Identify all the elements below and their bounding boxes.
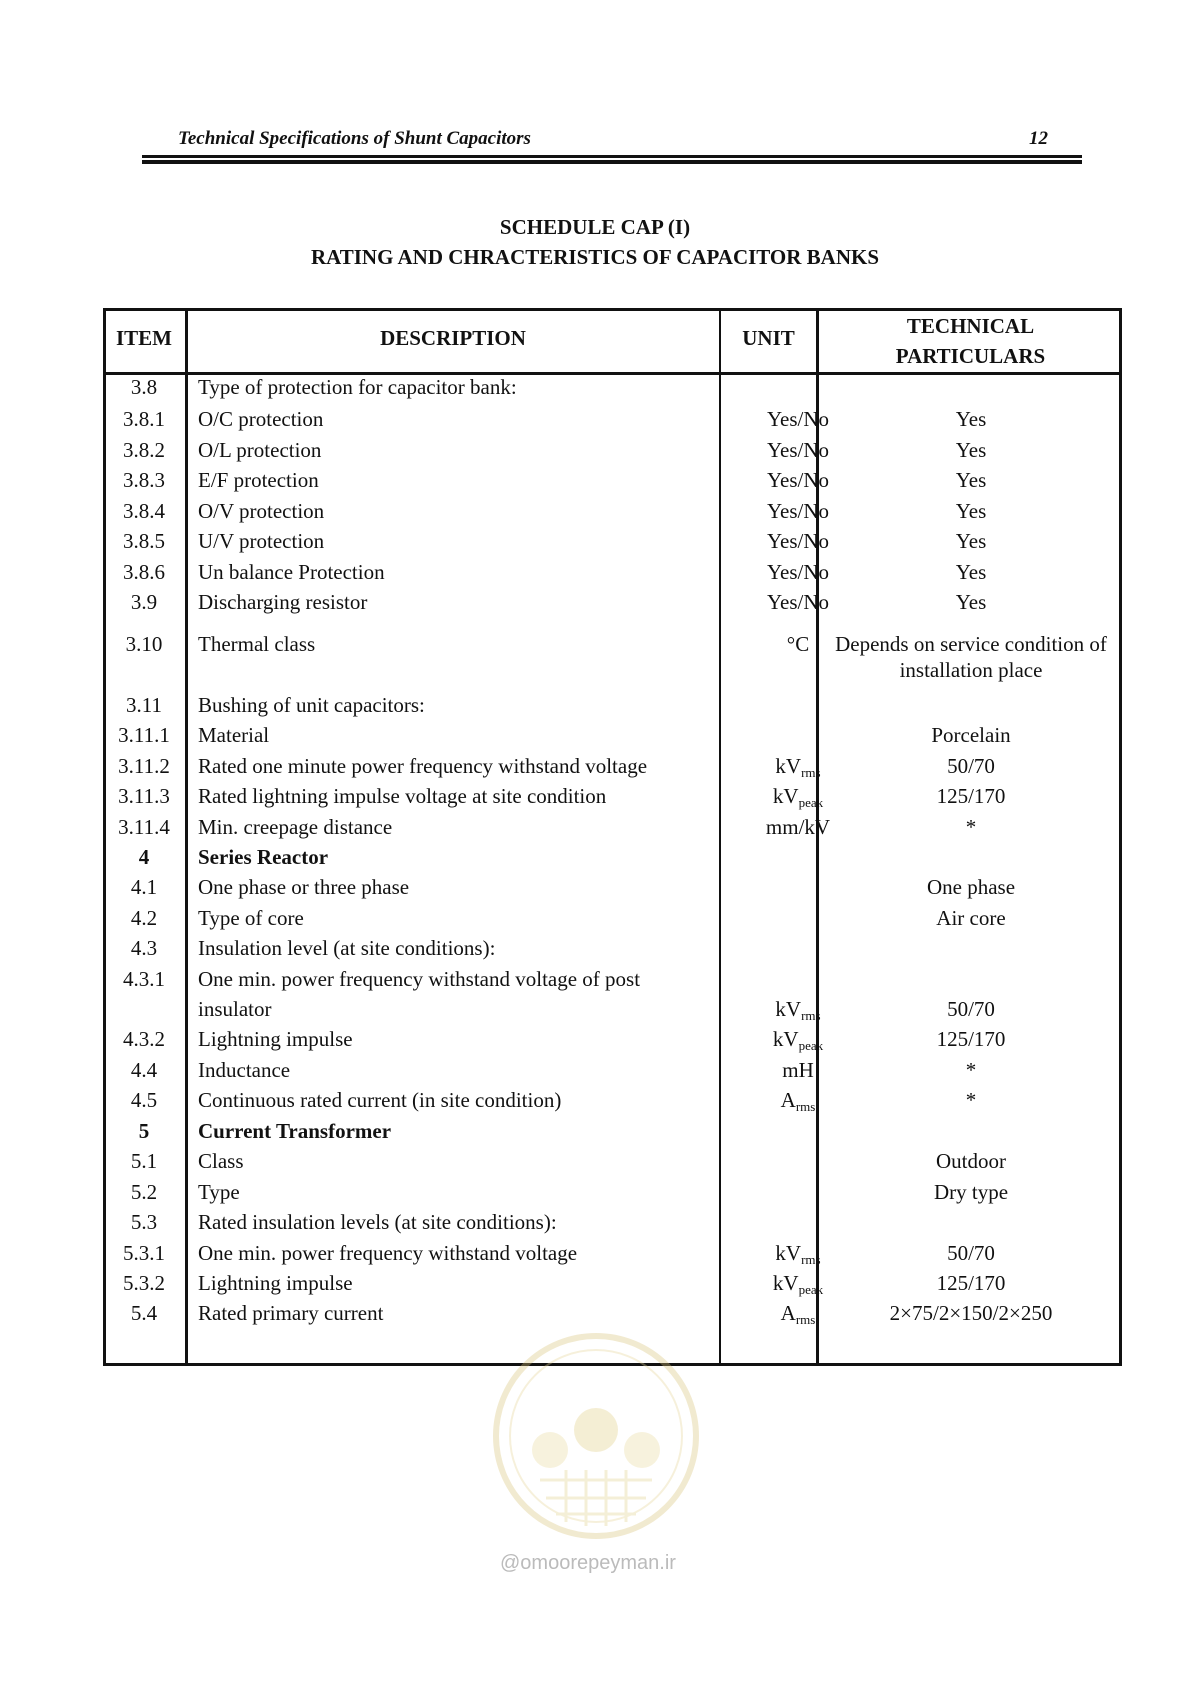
item-description: One min. power frequency withstand voltage xyxy=(198,1241,578,1265)
item-technical-particular: One phase xyxy=(926,875,1016,899)
item-number: 4 xyxy=(138,845,150,869)
watermark-text: @omoorepeyman.ir xyxy=(500,1552,676,1574)
unit-base: kV xyxy=(772,1027,799,1051)
item-description: Min. creepage distance xyxy=(198,815,393,839)
item-number: 3.8.3 xyxy=(123,468,165,492)
unit-subscript: peak xyxy=(798,795,824,810)
item-number: 5.2 xyxy=(130,1180,158,1204)
header-rule-thin xyxy=(142,155,1082,158)
item-description: Series Reactor xyxy=(198,845,329,869)
item-technical-particular: 125/170 xyxy=(936,1027,1006,1051)
item-number: 5.4 xyxy=(130,1301,158,1325)
item-description: Un balance Protection xyxy=(198,560,385,584)
item-number: 5.1 xyxy=(130,1149,158,1173)
item-technical-particular: 50/70 xyxy=(947,754,995,778)
item-description: Bushing of unit capacitors: xyxy=(198,693,425,717)
column-header-unit: UNIT xyxy=(742,326,795,350)
item-number: 3.11.1 xyxy=(118,723,170,747)
item-technical-particular: Yes xyxy=(955,438,987,462)
item-technical-particular: Yes xyxy=(955,407,987,431)
item-description: Rated insulation levels (at site conditions): xyxy=(198,1210,557,1234)
item-technical-particular: * xyxy=(965,1088,977,1112)
item-technical-particular: 50/70 xyxy=(947,997,995,1021)
item-description: Type of core xyxy=(198,906,304,930)
item-technical-particular: Yes xyxy=(955,590,987,614)
item-description: O/L protection xyxy=(198,438,322,462)
item-description: One phase or three phase xyxy=(198,875,410,899)
column-divider-item xyxy=(185,308,188,1366)
item-number: 3.11.4 xyxy=(118,815,170,839)
unit-subscript: rms xyxy=(801,765,821,780)
item-technical-particular: 50/70 xyxy=(947,1241,995,1265)
item-description: insulator xyxy=(198,997,272,1021)
item-unit: mH xyxy=(782,1058,814,1082)
item-number: 4.4 xyxy=(130,1058,158,1082)
item-description: Inductance xyxy=(198,1058,291,1082)
item-description: Thermal class xyxy=(198,632,316,656)
item-number: 3.8.2 xyxy=(123,438,165,462)
item-unit: mm/kV xyxy=(765,815,831,839)
unit-subscript: rms xyxy=(801,1008,821,1023)
item-description: Rated lightning impulse voltage at site condition xyxy=(198,784,607,808)
page-header xyxy=(178,128,1048,150)
item-description: Lightning impulse xyxy=(198,1027,353,1051)
item-technical-particular: 2×75/2×150/2×250 xyxy=(889,1301,1053,1325)
item-unit: °C xyxy=(786,632,810,656)
item-technical-particular: Depends on service condition of installation place xyxy=(835,632,1107,682)
unit-subscript: peak xyxy=(798,1038,824,1053)
item-description: Discharging resistor xyxy=(198,590,368,614)
item-number: 4.3.1 xyxy=(123,967,165,991)
unit-subscript: rms xyxy=(795,1312,816,1327)
unit-base: A xyxy=(780,1301,796,1325)
item-number: 4.3.2 xyxy=(123,1027,165,1051)
item-number: 3.8.1 xyxy=(123,407,165,431)
item-number: 4.5 xyxy=(130,1088,158,1112)
item-technical-particular: 125/170 xyxy=(936,1271,1006,1295)
item-technical-particular: Air core xyxy=(936,906,1006,930)
item-number: 3.8.5 xyxy=(123,529,165,553)
unit-base: kV xyxy=(772,1271,799,1295)
item-description: Insulation level (at site conditions): xyxy=(198,936,496,960)
unit-subscript: rms xyxy=(795,1099,816,1114)
item-unit: Yes/No xyxy=(766,529,830,553)
item-number: 5.3.2 xyxy=(123,1271,165,1295)
item-description: O/C protection xyxy=(198,407,324,431)
header-rule-thick xyxy=(142,160,1082,164)
item-number: 3.11 xyxy=(126,693,162,717)
item-unit: Yes/No xyxy=(766,590,830,614)
item-description: Material xyxy=(198,723,270,747)
unit-base: kV xyxy=(775,754,802,778)
item-technical-particular: Yes xyxy=(955,468,987,492)
item-number: 4.1 xyxy=(130,875,158,899)
item-technical-particular: 125/170 xyxy=(936,784,1006,808)
item-number: 4.3 xyxy=(130,936,158,960)
header-title: Technical Specifications of Shunt Capacitors xyxy=(178,128,531,149)
item-description: E/F protection xyxy=(198,468,319,492)
item-description: Current Transformer xyxy=(198,1119,392,1143)
item-number: 3.9 xyxy=(130,590,158,614)
item-technical-particular: Porcelain xyxy=(931,723,1011,747)
item-description: Rated primary current xyxy=(198,1301,384,1325)
item-number: 5.3 xyxy=(130,1210,158,1234)
item-number: 3.8.6 xyxy=(123,560,165,584)
item-description: U/V protection xyxy=(198,529,325,553)
unit-subscript: peak xyxy=(798,1282,824,1297)
item-number: 5 xyxy=(138,1119,150,1143)
item-description: O/V protection xyxy=(198,499,325,523)
item-number: 3.11.2 xyxy=(118,754,170,778)
item-description: Type of protection for capacitor bank: xyxy=(198,375,517,399)
item-number: 5.3.1 xyxy=(123,1241,165,1265)
item-description: Lightning impulse xyxy=(198,1271,353,1295)
item-number: 3.10 xyxy=(125,632,163,656)
item-description: Class xyxy=(198,1149,244,1173)
unit-base: A xyxy=(780,1088,796,1112)
unit-base: kV xyxy=(775,997,802,1021)
page-number: 12 xyxy=(1029,128,1048,149)
unit-base: kV xyxy=(772,784,799,808)
column-divider-description xyxy=(719,308,721,1366)
item-unit: Yes/No xyxy=(766,499,830,523)
item-description: One min. power frequency withstand voltage of post xyxy=(198,967,641,991)
column-header-particulars xyxy=(819,311,1122,371)
column-header-item: ITEM xyxy=(115,326,172,350)
item-unit: Yes/No xyxy=(766,560,830,584)
schedule-subtitle: RATING AND CHRACTERISTICS OF CAPACITOR BANKS xyxy=(310,245,880,269)
item-unit: Yes/No xyxy=(766,438,830,462)
item-technical-particular: * xyxy=(965,815,977,839)
column-header-description: DESCRIPTION xyxy=(380,326,526,350)
item-unit: Yes/No xyxy=(766,407,830,431)
schedule-title: SCHEDULE CAP (I) xyxy=(499,215,691,239)
item-description: Rated one minute power frequency withstand voltage xyxy=(198,754,648,778)
column-header-particulars-line1: TECHNICAL xyxy=(906,314,1035,338)
item-technical-particular: Yes xyxy=(955,560,987,584)
item-number: 3.11.3 xyxy=(118,784,170,808)
item-description: Type xyxy=(198,1180,240,1204)
column-header-particulars-line2: PARTICULARS xyxy=(895,344,1046,368)
item-technical-particular: Dry type xyxy=(933,1180,1009,1204)
item-technical-particular: Yes xyxy=(955,499,987,523)
item-technical-particular: Outdoor xyxy=(936,1149,1006,1173)
unit-base: kV xyxy=(775,1241,802,1265)
item-technical-particular: * xyxy=(965,1058,977,1082)
item-number: 3.8 xyxy=(130,375,158,399)
item-unit: Yes/No xyxy=(766,468,830,492)
item-number: 4.2 xyxy=(130,906,158,930)
item-technical-particular: Yes xyxy=(955,529,987,553)
item-number: 3.8.4 xyxy=(123,499,165,523)
watermark-seal-icon xyxy=(490,1330,702,1542)
item-description: Continuous rated current (in site condition) xyxy=(198,1088,562,1112)
unit-subscript: rms xyxy=(801,1252,821,1267)
